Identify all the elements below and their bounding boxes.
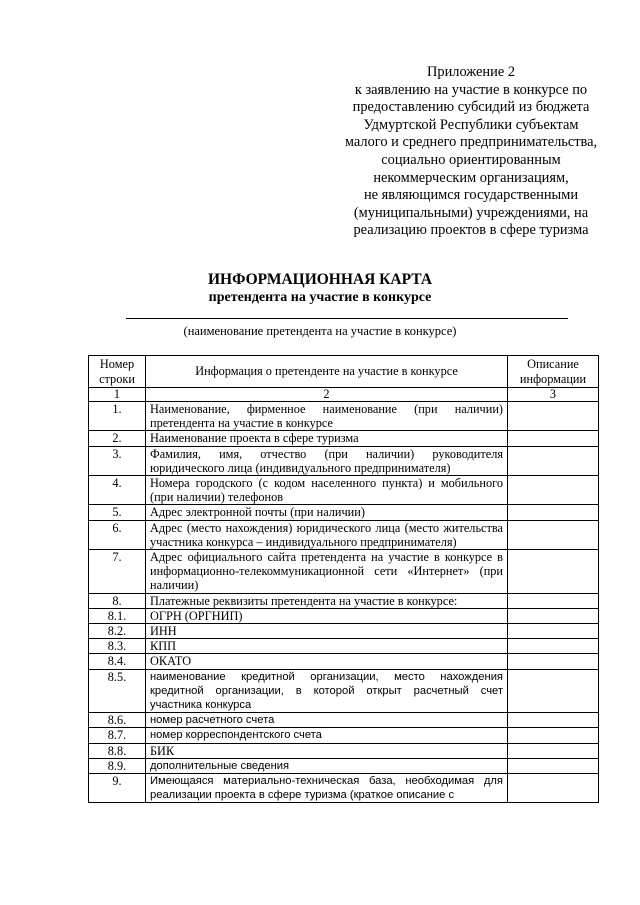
table-row <box>89 758 599 773</box>
appendix-line: к заявлению на участие в конкурсе по <box>354 81 588 98</box>
row-info: Номера городского (с кодом населенного пункта) и мобильного (при наличии) телефонов <box>146 476 508 505</box>
appendix-line: Приложение 2 <box>426 64 516 80</box>
table-row <box>89 520 599 549</box>
row-info: Наименование проекта в сфере туризма <box>146 431 508 446</box>
table-row <box>89 774 599 803</box>
row-description-cell[interactable] <box>508 654 599 669</box>
table-row <box>89 505 599 520</box>
appendix-line: некоммерческим организациям, <box>373 169 569 186</box>
table-row <box>89 713 599 728</box>
row-info: номер расчетного счета <box>146 713 508 728</box>
row-info: Имеющаяся материально-техническая база, необходимая для реализации проекта в сфере туризма (краткое описание с <box>146 774 508 803</box>
row-description-cell[interactable] <box>508 550 599 594</box>
appendix-line: (муниципальными) учреждениями, на <box>353 204 589 221</box>
row-number: 5. <box>89 505 146 520</box>
row-description-cell[interactable] <box>508 758 599 773</box>
row-number: 8.7. <box>89 728 146 743</box>
appendix-line: малого и среднего предпринимательства, <box>344 134 598 151</box>
row-number: 4. <box>89 476 146 505</box>
row-number: 8. <box>89 593 146 608</box>
row-number: 8.5. <box>89 669 146 713</box>
row-number: 2. <box>89 431 146 446</box>
document-title: ИНФОРМАЦИОННАЯ КАРТА <box>207 271 433 288</box>
header-description: Описание информации <box>508 356 599 388</box>
row-description-cell[interactable] <box>508 669 599 713</box>
applicant-name-caption: (наименование претендента на участие в конкурсе) <box>183 324 457 338</box>
column-number: 2 <box>146 388 508 402</box>
row-info: ОГРН (ОРГНИП) <box>146 608 508 623</box>
row-info: номер корреспондентского счета <box>146 728 508 743</box>
table-row <box>89 654 599 669</box>
column-number: 1 <box>89 388 146 402</box>
row-info: ИНН <box>146 624 508 639</box>
row-info: Адрес электронной почты (при наличии) <box>146 505 508 520</box>
row-info: КПП <box>146 639 508 654</box>
row-number: 3. <box>89 446 146 475</box>
row-info: Адрес (место нахождения) юридического лица (место жительства участника конкурса – индивидуального предпринимателя) <box>146 520 508 549</box>
table-row <box>89 639 599 654</box>
table-row <box>89 446 599 475</box>
row-info: Адрес официального сайта претендента на участие в конкурсе в информационно-телекоммуникационной сети «Интернет» (при наличии) <box>146 550 508 594</box>
info-card-table <box>88 355 599 803</box>
table-row <box>89 431 599 446</box>
row-info: Фамилия, имя, отчество (при наличии) руководителя юридического лица (индивидуального предпринимателя) <box>146 446 508 475</box>
row-info: наименование кредитной организации, место нахождения кредитной организации, в которой открыт расчетный счет участника конкурса <box>146 669 508 713</box>
appendix-line: не являющимся государственными <box>363 187 579 204</box>
table-row <box>89 669 599 713</box>
row-description-cell[interactable] <box>508 505 599 520</box>
row-number: 8.4. <box>89 654 146 669</box>
table-row <box>89 743 599 758</box>
table-row <box>89 476 599 505</box>
row-number: 9. <box>89 774 146 803</box>
table-row <box>89 728 599 743</box>
row-number: 8.6. <box>89 713 146 728</box>
row-number: 8.1. <box>89 608 146 623</box>
applicant-name-line <box>126 318 568 319</box>
row-info: ОКАТО <box>146 654 508 669</box>
row-description-cell[interactable] <box>508 774 599 803</box>
row-description-cell[interactable] <box>508 713 599 728</box>
row-number: 8.2. <box>89 624 146 639</box>
row-description-cell[interactable] <box>508 728 599 743</box>
appendix-line: социально ориентированным <box>381 151 561 168</box>
row-description-cell[interactable] <box>508 431 599 446</box>
row-number: 7. <box>89 550 146 594</box>
appendix-line: Удмуртской Республики субъектам <box>363 116 579 133</box>
header-row-number: Номер строки <box>89 356 146 388</box>
row-number: 8.8. <box>89 743 146 758</box>
document-subtitle: претендента на участие в конкурсе <box>208 290 432 305</box>
appendix-line: реализацию проектов в сфере туризма <box>353 222 589 239</box>
row-description-cell[interactable] <box>508 743 599 758</box>
row-number: 6. <box>89 520 146 549</box>
row-description-cell[interactable] <box>508 476 599 505</box>
header-info: Информация о претенденте на участие в конкурсе <box>146 356 508 388</box>
row-description-cell[interactable] <box>508 593 599 608</box>
row-info: Наименование, фирменное наименование (при наличии) претендента на участие в конкурсе <box>146 402 508 431</box>
row-number: 8.9. <box>89 758 146 773</box>
appendix-block <box>330 64 612 240</box>
row-info: БИК <box>146 743 508 758</box>
row-number: 1. <box>89 402 146 431</box>
table-row <box>89 608 599 623</box>
row-description-cell[interactable] <box>508 446 599 475</box>
row-number: 8.3. <box>89 639 146 654</box>
table-row <box>89 550 599 594</box>
column-number: 3 <box>508 388 599 402</box>
row-description-cell[interactable] <box>508 608 599 623</box>
row-info: Платежные реквизиты претендента на участие в конкурсе: <box>146 593 508 608</box>
table-row <box>89 624 599 639</box>
row-description-cell[interactable] <box>508 402 599 431</box>
appendix-line: предоставлению субсидий из бюджета <box>352 99 590 116</box>
row-description-cell[interactable] <box>508 520 599 549</box>
row-info: дополнительные сведения <box>146 758 508 773</box>
row-description-cell[interactable] <box>508 639 599 654</box>
row-description-cell[interactable] <box>508 624 599 639</box>
table-row <box>89 593 599 608</box>
table-row <box>89 402 599 431</box>
